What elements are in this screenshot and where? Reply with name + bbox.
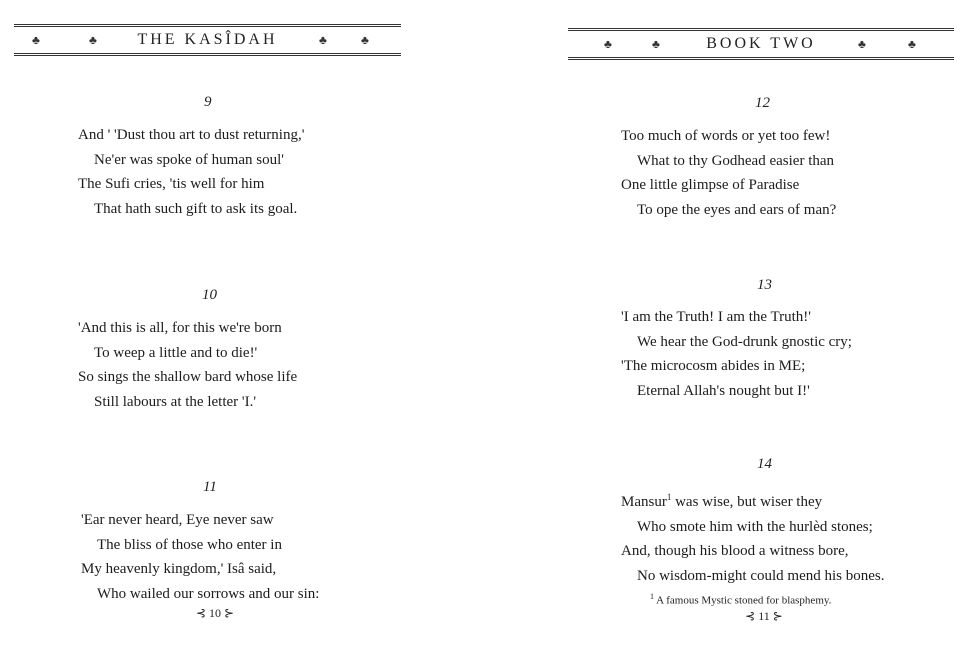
stanza: [621, 485, 885, 588]
stanza-number: 12: [755, 95, 770, 111]
running-header-left: [14, 24, 401, 56]
fleuron-icon: ♣: [604, 37, 612, 51]
verse-line: Too much of words or yet too few!: [621, 128, 831, 144]
stanza: [78, 316, 297, 414]
footnote: [650, 592, 831, 607]
verse-line: 'And this is all, for this we're born: [78, 320, 282, 336]
verse-line: 'Ear never heard, Eye never saw: [81, 512, 274, 528]
page-number: ⊰ 11 ⊱: [745, 609, 783, 623]
running-header-right: [568, 28, 954, 60]
stanza-number: 11: [203, 479, 217, 495]
fleuron-icon: ♣: [858, 37, 866, 51]
right-page: [486, 0, 972, 658]
verse-line: To weep a little and to die!': [94, 344, 258, 361]
fleuron-icon: ♣: [89, 33, 97, 47]
verse-line: And, though his blood a witness bore,: [621, 543, 849, 559]
verse-line: No wisdom-might could mend his bones.: [637, 567, 885, 584]
verse-line: And ' 'Dust thou art to dust returning,': [78, 127, 305, 143]
stanza-number: 13: [757, 277, 772, 293]
stanza-number: 14: [757, 456, 772, 472]
verse-line: What to thy Godhead easier than: [637, 152, 835, 169]
fleuron-icon: ♣: [908, 37, 916, 51]
verse-line: We hear the God-drunk gnostic cry;: [637, 333, 852, 350]
verse-line: The bliss of those who enter in: [97, 536, 282, 553]
fleuron-icon: ♣: [652, 37, 660, 51]
footnote-text: A famous Mystic stoned for blasphemy.: [654, 594, 832, 607]
verse-line: To ope the eyes and ears of man?: [637, 201, 837, 218]
fleuron-icon: ♣: [361, 33, 369, 47]
running-title: THE KASÎDAH: [137, 31, 278, 48]
running-title: BOOK TWO: [706, 35, 816, 52]
verse-line: Who wailed our sorrows and our sin:: [97, 585, 320, 602]
verse-line: Still labours at the letter 'I.': [94, 393, 257, 410]
verse-line: Ne'er was spoke of human soul': [94, 151, 284, 168]
stanza: [621, 124, 836, 222]
stanza: [81, 508, 319, 606]
verse-line: One little glimpse of Paradise: [621, 177, 800, 193]
footnote-marker: 1: [666, 492, 672, 502]
verse-text: was wise, but wiser they: [671, 494, 823, 510]
verse-line: So sings the shallow bard whose life: [78, 369, 298, 385]
verse-word: Mansur: [621, 494, 667, 510]
stanza-number: 10: [202, 287, 217, 303]
page-number: ⊰ 10 ⊱: [195, 606, 235, 620]
footnote-marker: 1: [650, 592, 654, 601]
stanza: [78, 123, 304, 221]
verse-line: 'The microcosm abides in ME;: [621, 358, 806, 374]
stanza-number: 9: [204, 94, 212, 110]
verse-line: That hath such gift to ask its goal.: [94, 200, 298, 217]
verse-line: The Sufi cries, 'tis well for him: [78, 176, 265, 192]
stanza: [621, 305, 852, 403]
verse-line: [621, 485, 885, 515]
fleuron-icon: ♣: [319, 33, 327, 47]
verse-line: Who smote him with the hurlèd stones;: [637, 518, 873, 535]
fleuron-icon: ♣: [32, 33, 40, 47]
verse-line: Eternal Allah's nought but I!': [637, 382, 810, 399]
verse-line: 'I am the Truth! I am the Truth!': [621, 309, 811, 325]
verse-line: My heavenly kingdom,' Isâ said,: [81, 561, 277, 577]
